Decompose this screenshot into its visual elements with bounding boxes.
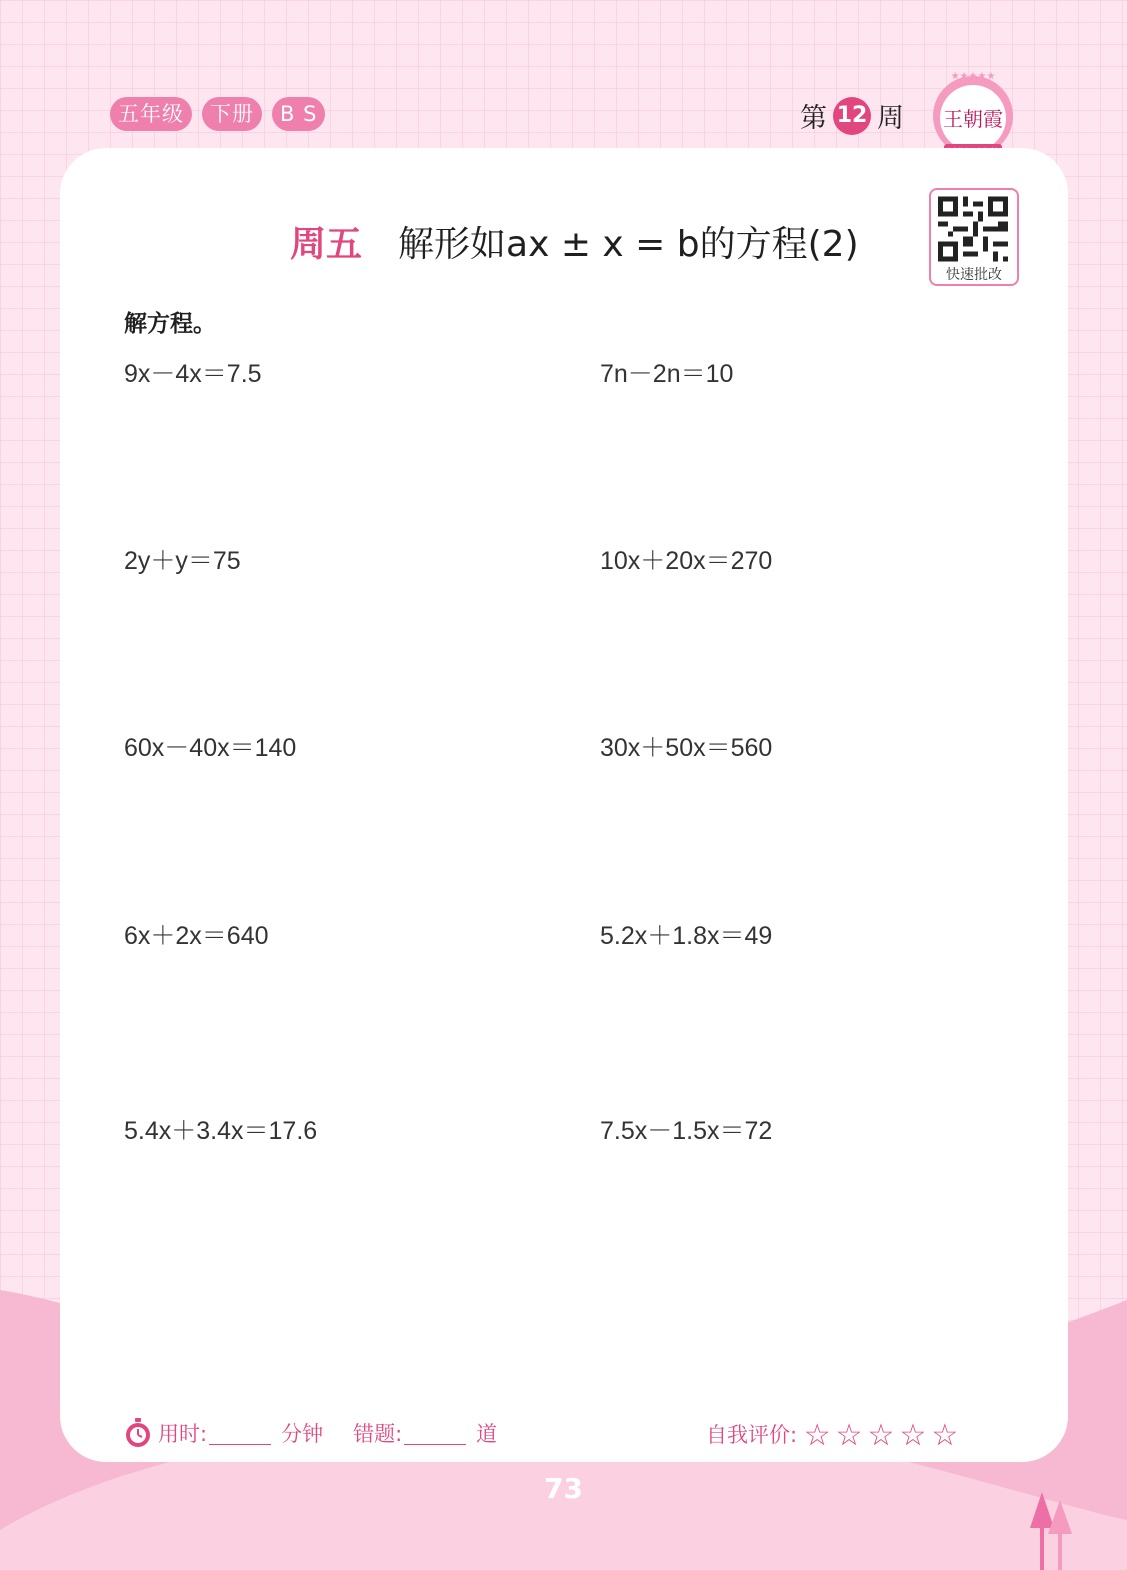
- rating-label: 自我评价:: [706, 1423, 798, 1447]
- page-number: 73: [544, 1472, 583, 1505]
- edition-tag: B S: [272, 97, 325, 131]
- equation-1: 9x－4x＝7.5: [124, 360, 262, 388]
- grade-tags: [110, 97, 325, 131]
- qr-code[interactable]: [929, 188, 1019, 286]
- equation-4: 10x＋20x＝270: [600, 547, 773, 575]
- qr-label: 快速批改: [946, 267, 1002, 283]
- worksheet-card: [60, 148, 1068, 1462]
- week-number-badge: 12: [833, 97, 871, 135]
- equation-3: 2y＋y＝75: [124, 547, 241, 575]
- svg-text:★★★★★: ★★★★★: [950, 71, 996, 82]
- errors-label: 错题:: [353, 1422, 403, 1446]
- grade-tag: 五年级: [110, 97, 192, 131]
- arrows-decoration-icon: [1028, 1492, 1074, 1570]
- time-unit: 分钟: [281, 1422, 324, 1446]
- equation-9: 5.4x＋3.4x＝17.6: [124, 1117, 318, 1145]
- equation-7: 6x＋2x＝640: [124, 922, 269, 950]
- instruction: 解方程。: [124, 311, 216, 337]
- week-prefix: 第: [800, 103, 827, 134]
- page-title: [290, 216, 859, 267]
- title-day: 周五: [290, 224, 363, 265]
- errors-unit: 道: [476, 1422, 498, 1446]
- title-text: 解形如ax ± x = b的方程(2): [398, 224, 859, 265]
- stopwatch-icon: [124, 1418, 152, 1448]
- equation-5: 60x－40x＝140: [124, 734, 297, 762]
- time-label: 用时:: [158, 1422, 208, 1446]
- rating-stars[interactable]: ☆☆☆☆☆: [803, 1418, 964, 1453]
- time-input-line[interactable]: [209, 1422, 271, 1445]
- week-suffix: 周: [877, 103, 904, 134]
- volume-tag: 下册: [202, 97, 262, 131]
- equation-8: 5.2x＋1.8x＝49: [600, 922, 773, 950]
- errors-input-line[interactable]: [404, 1422, 466, 1445]
- time-and-errors: [124, 1418, 497, 1448]
- logo-text: 王朝霞: [943, 107, 1003, 131]
- qr-code-icon: [938, 196, 1008, 262]
- week-indicator: [800, 96, 904, 135]
- self-evaluation: [706, 1418, 963, 1453]
- equation-6: 30x＋50x＝560: [600, 734, 773, 762]
- equation-2: 7n－2n＝10: [600, 360, 734, 388]
- equation-10: 7.5x－1.5x＝72: [600, 1117, 773, 1145]
